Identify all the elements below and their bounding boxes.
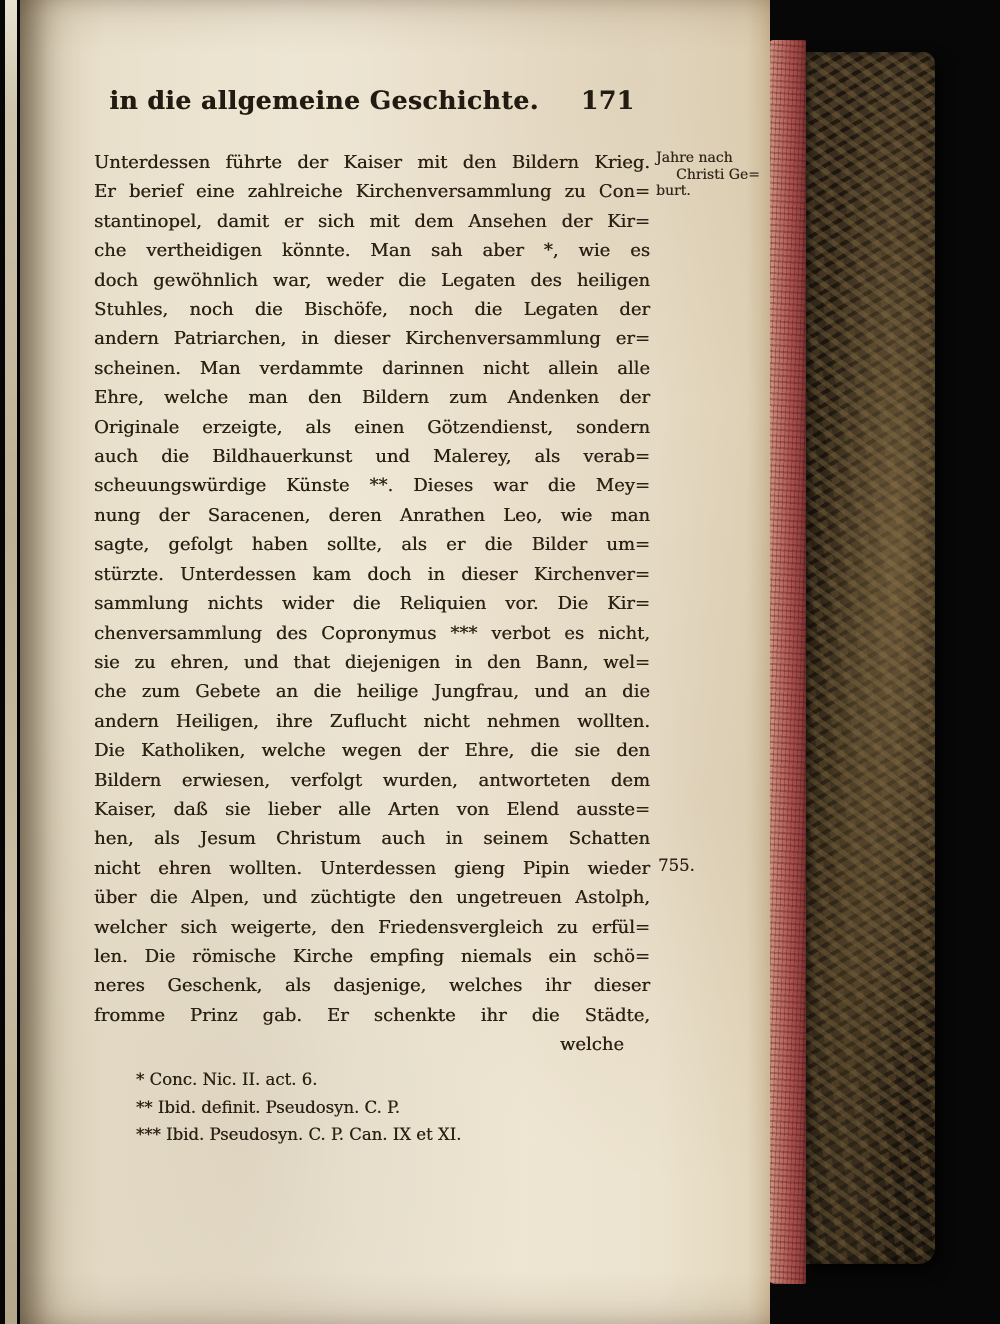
margin-note-line: Jahre nach — [656, 150, 733, 166]
body-line: Er berief eine zahlreiche Kirchenversammlung zu Con= — [94, 181, 650, 203]
body-line: che vertheidigen könnte. Man sah aber *, wie es — [94, 240, 650, 262]
left-page-edges — [5, 0, 17, 1324]
body-line: Originale erzeigte, als einen Götzendienst, sondern — [94, 416, 650, 438]
footnote-line: *** Ibid. Pseudosyn. C. P. Can. IX et XI. — [136, 1125, 462, 1144]
body-line: che zum Gebete an die heilige Jungfrau, und an die — [94, 681, 650, 703]
body-line: fromme Prinz gab. Er schenkte ihr die Städte, — [94, 1004, 650, 1026]
book-cover-board — [802, 52, 935, 1264]
body-line: auch die Bildhauerkunst und Malerey, als verab= — [94, 446, 650, 468]
footnote-line: ** Ibid. definit. Pseudosyn. C. P. — [136, 1097, 400, 1117]
body-line: neres Geschenk, als dasjenige, welches ihr dieser — [94, 975, 650, 997]
body-line: Stuhles, noch die Bischöfe, noch die Legaten der — [94, 299, 650, 321]
body-line: andern Heiligen, ihre Zuflucht nicht nehmen wollten. — [94, 710, 650, 732]
body-line: Die Katholiken, welche wegen der Ehre, die sie den — [94, 740, 650, 762]
body-line: Kaiser, daß sie lieber alle Arten von Elend ausste= — [94, 798, 650, 820]
margin-note-year-755: 755. — [658, 856, 695, 875]
catchword: welche — [559, 1034, 624, 1056]
margin-note-line: Christi Ge= — [676, 166, 760, 183]
body-line: andern Patriarchen, in dieser Kirchenversammlung er= — [94, 328, 650, 350]
body-line: hen, als Jesum Christum auch in seinem Schatten — [94, 828, 650, 850]
body-line: scheinen. Man verdammte darinnen nicht allein alle — [94, 357, 650, 379]
body-line: scheuungswürdige Künste **. Dieses war die Mey= — [94, 475, 650, 497]
body-lines — [94, 148, 650, 1030]
body-line: stürzte. Unterdessen kam doch in dieser Kirchenver= — [94, 563, 650, 585]
body-line: nung der Saracenen, deren Anrathen Leo, wie man — [94, 504, 650, 526]
body-line: sammlung nichts wider die Reliquien vor. Die Kir= — [94, 593, 650, 615]
body-line: nicht ehren wollten. Unterdessen gieng Pipin wieder — [94, 857, 650, 879]
body-line: sagte, gefolgt haben sollte, als er die Bilder um= — [94, 534, 650, 556]
body-line: len. Die römische Kirche empfing niemals ein schö= — [94, 945, 650, 967]
body-line: welcher sich weigerte, den Friedensvergleich zu erfül= — [94, 916, 650, 938]
footnote-line: * Conc. Nic. II. act. 6. — [136, 1070, 318, 1089]
red-sprinkled-fore-edge — [766, 40, 806, 1284]
margin-note-chronology — [656, 150, 768, 200]
body-line: über die Alpen, und züchtigte den ungetreuen Astolph, — [94, 887, 650, 909]
body-line: Unterdessen führte der Kaiser mit den Bildern Krieg. — [94, 152, 650, 173]
page-header — [94, 86, 650, 115]
footnotes-block — [136, 1066, 656, 1149]
body-line: doch gewöhnlich war, weder die Legaten des heiligen — [94, 269, 650, 291]
body-line: Bildern erwiesen, verfolgt wurden, antworteten dem — [94, 769, 650, 791]
body-line: sie zu ehren, und that diejenigen in den Bann, wel= — [94, 651, 650, 673]
body-line: stantinopel, damit er sich mit dem Ansehen der Kir= — [94, 210, 650, 232]
body-text-block — [94, 148, 650, 1060]
body-line: chenversammlung des Copronymus *** verbot es nicht, — [94, 622, 650, 644]
page-number: 171 — [580, 86, 635, 115]
running-title: in die allgemeine Geschichte. — [109, 86, 539, 115]
body-line: Ehre, welche man den Bildern zum Andenken der — [94, 387, 650, 409]
book-page — [20, 0, 770, 1324]
margin-note-line: burt. — [656, 183, 691, 199]
